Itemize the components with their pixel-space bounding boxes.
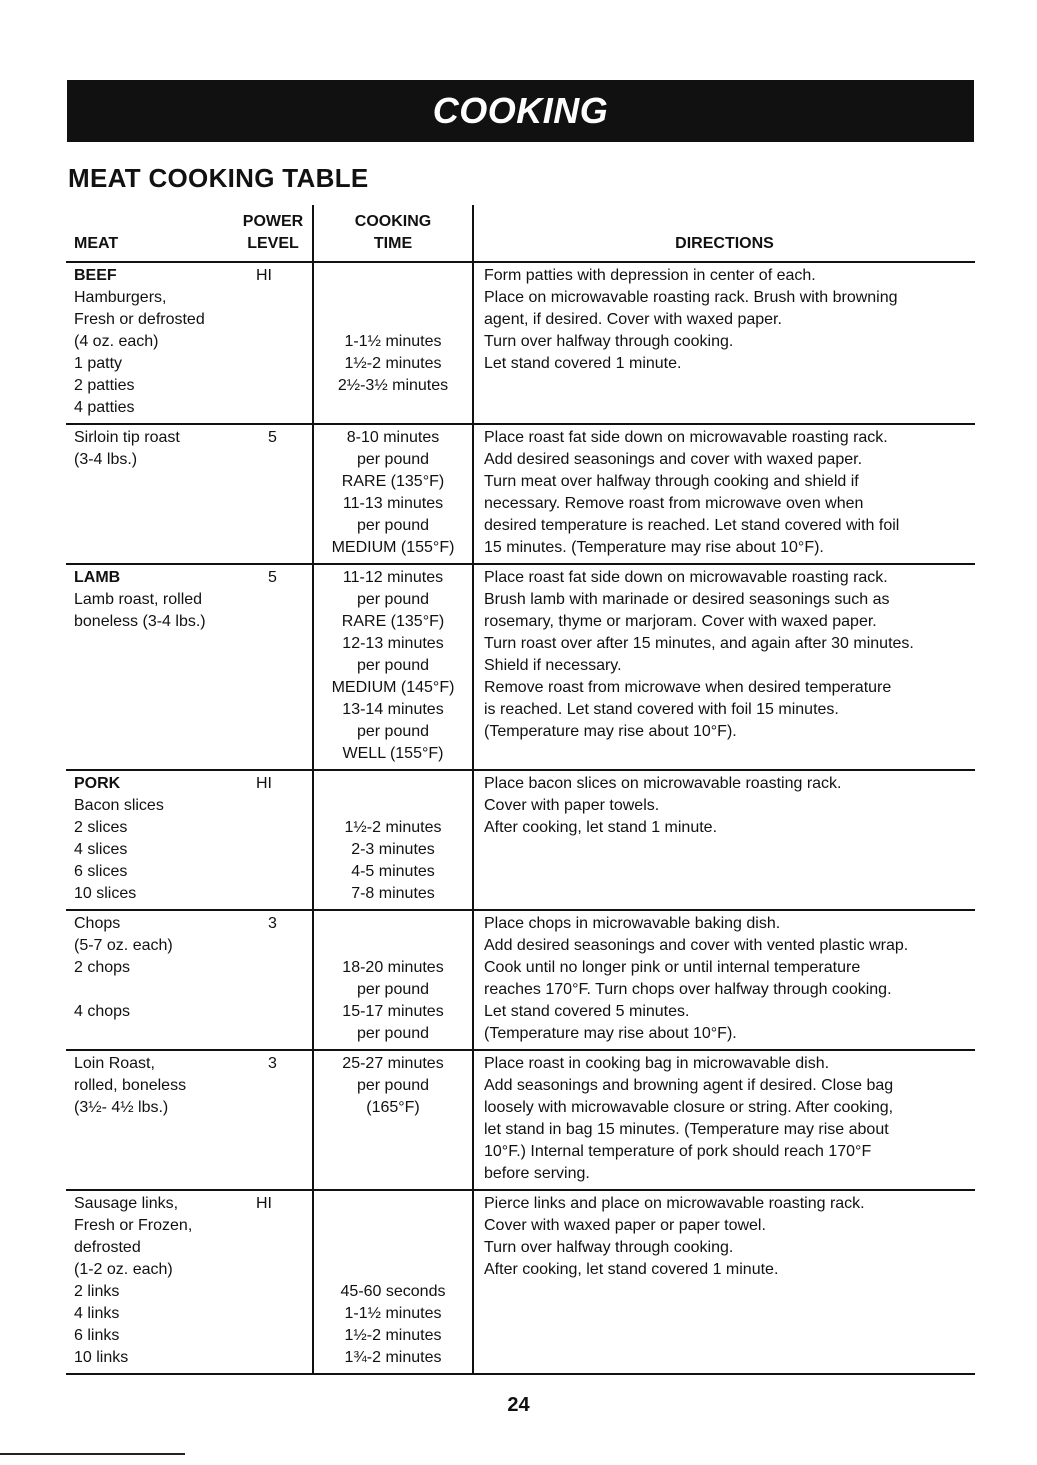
page-title: MEAT COOKING TABLE bbox=[68, 163, 369, 193]
meat-cell bbox=[66, 1050, 234, 1190]
directions-cell: Place roast fat side down on microwavable roasting rack. Add desired seasonings and cover with waxed paper. Turn meat over halfway through cooking and shield if necessary. Remove roast from microwave oven when desired temperature is reached. Let stand covered with foil 15 minutes. (Temperature may rise about 10°F). bbox=[473, 424, 975, 564]
cooking-time-cell: 11-12 minutes per pound RARE (135°F) 12-13 minutes per pound MEDIUM (145°F) 13-14 minutes per pound WELL (155°F) bbox=[313, 564, 473, 770]
directions-cell: Place roast fat side down on microwavable roasting rack. Brush lamb with marinade or desired seasonings such as rosemary, thyme or marjoram. Cover with waxed paper. Turn roast over after 15 minutes, and again after 30 minutes. Shield if necessary. Remove roast from microwave when desired temperature is reached. Let stand covered with foil 15 minutes. (Temperature may rise about 10°F). bbox=[473, 564, 975, 770]
cooking-time-cell: 18-20 minutes per pound 15-17 minutes per pound bbox=[313, 910, 473, 1050]
power-level-cell: HI bbox=[234, 1190, 313, 1374]
meat-cell bbox=[66, 262, 234, 424]
column-header-meat: MEAT bbox=[66, 205, 234, 262]
table-row bbox=[66, 1190, 975, 1374]
power-level-cell: 5 bbox=[234, 564, 313, 770]
meat-text: Lamb roast, rolled boneless (3-4 lbs.) bbox=[74, 591, 206, 630]
page-number: 24 bbox=[507, 1394, 530, 1416]
power-level-cell: HI bbox=[234, 770, 313, 910]
cooking-time-cell: 25-27 minutes per pound (165°F) bbox=[313, 1050, 473, 1190]
column-header-cooking-time: COOKING TIME bbox=[313, 205, 473, 262]
meat-text: Loin Roast, rolled, boneless (3½- 4½ lbs.) bbox=[74, 1055, 187, 1116]
meat-cell bbox=[66, 1190, 234, 1374]
table-row bbox=[66, 424, 975, 564]
meat-cell bbox=[66, 424, 234, 564]
table-row bbox=[66, 770, 975, 910]
column-header-directions: DIRECTIONS bbox=[473, 205, 975, 262]
category-label: LAMB bbox=[74, 569, 121, 586]
meat-cell bbox=[66, 564, 234, 770]
directions-cell: Place roast in cooking bag in microwavable dish. Add seasonings and browning agent if desired. Close bag loosely with microwavable closure or string. After cooking, let stand in bag 15 minutes. (Temperature may rise about 10°F.) Internal temperature of pork should reach 170°F before serving. bbox=[473, 1050, 975, 1190]
power-level-cell: HI bbox=[234, 262, 313, 424]
meat-cell bbox=[66, 770, 234, 910]
meat-cell bbox=[66, 910, 234, 1050]
meat-text: Hamburgers, Fresh or defrosted (4 oz. each) 1 patty 2 patties 4 patties bbox=[74, 289, 205, 416]
column-header-power-level: POWER LEVEL bbox=[234, 205, 313, 262]
table-row bbox=[66, 1050, 975, 1190]
section-banner bbox=[67, 80, 974, 142]
table-row bbox=[66, 564, 975, 770]
cooking-time-cell: 45-60 seconds 1-1½ minutes 1½-2 minutes 1¾-2 minutes bbox=[313, 1190, 473, 1374]
cooking-time-cell: 8-10 minutes per pound RARE (135°F) 11-13 minutes per pound MEDIUM (155°F) bbox=[313, 424, 473, 564]
cooking-time-cell: 1½-2 minutes 2-3 minutes 4-5 minutes 7-8 minutes bbox=[313, 770, 473, 910]
power-level-cell: 3 bbox=[234, 1050, 313, 1190]
power-level-cell: 3 bbox=[234, 910, 313, 1050]
directions-cell: Form patties with depression in center of each. Place on microwavable roasting rack. Brush with browning agent, if desired. Cover with waxed paper. Turn over halfway through cooking. Let stand covered 1 minute. bbox=[473, 262, 975, 424]
directions-cell: Place chops in microwavable baking dish. Add desired seasonings and cover with vented plastic wrap. Cook until no longer pink or until internal temperature reaches 170°F. Turn chops over halfway through cooking. Let stand covered 5 minutes. (Temperature may rise about 10°F). bbox=[473, 910, 975, 1050]
meat-text: Sirloin tip roast (3-4 lbs.) bbox=[74, 429, 180, 468]
table-row bbox=[66, 262, 975, 424]
directions-cell: Place bacon slices on microwavable roasting rack. Cover with paper towels. After cooking, let stand 1 minute. bbox=[473, 770, 975, 910]
meat-cooking-table bbox=[66, 205, 975, 1375]
category-label: BEEF bbox=[74, 267, 117, 284]
bottom-rule bbox=[0, 1453, 185, 1455]
power-level-cell: 5 bbox=[234, 424, 313, 564]
meat-text: Sausage links, Fresh or Frozen, defrosted (1-2 oz. each) 2 links 4 links 6 links 10 links bbox=[74, 1195, 193, 1366]
category-label: PORK bbox=[74, 775, 121, 792]
meat-text: Chops (5-7 oz. each) 2 chops 4 chops bbox=[74, 915, 173, 1020]
directions-cell: Pierce links and place on microwavable roasting rack. Cover with waxed paper or paper towel. Turn over halfway through cooking. After cooking, let stand covered 1 minute. bbox=[473, 1190, 975, 1374]
cooking-time-cell: 1-1½ minutes 1½-2 minutes 2½-3½ minutes bbox=[313, 262, 473, 424]
table-row bbox=[66, 910, 975, 1050]
banner-title: COOKING bbox=[432, 90, 609, 131]
table-header-row bbox=[66, 205, 975, 262]
meat-text: Bacon slices 2 slices 4 slices 6 slices 10 slices bbox=[74, 797, 164, 902]
